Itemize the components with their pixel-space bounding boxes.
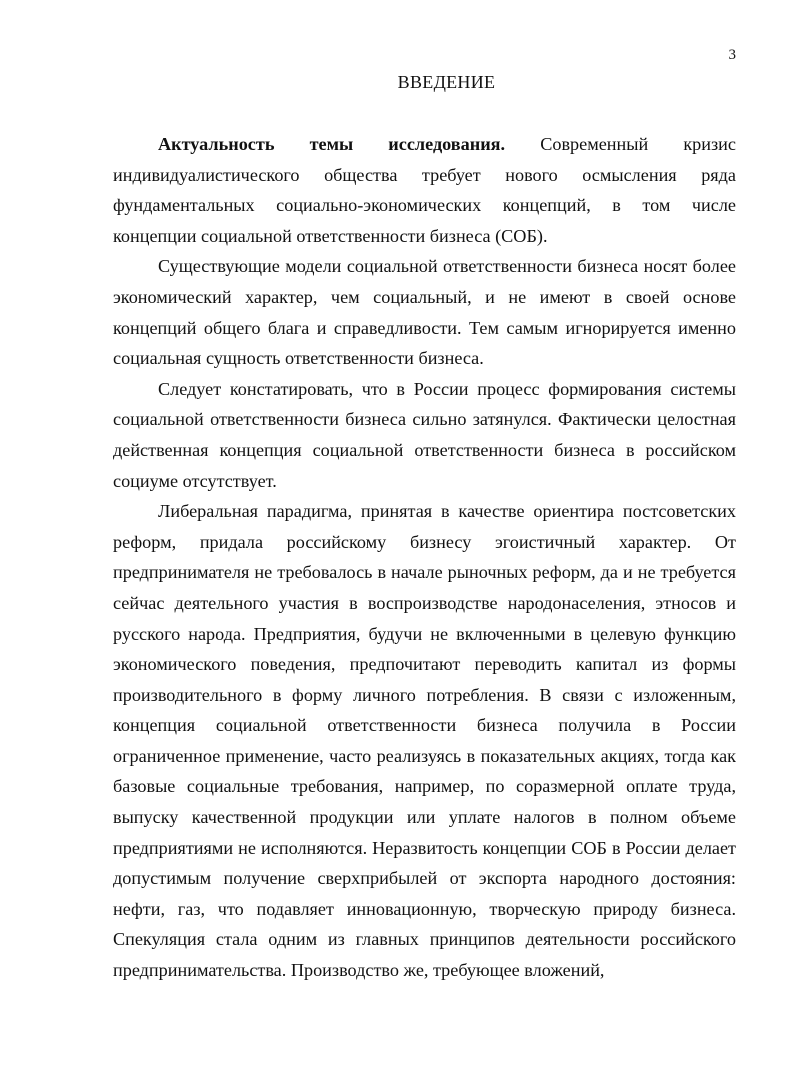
paragraph-russia-process: Следует констатировать, что в России процесс формирования системы социальной ответственности бизнеса сильно затянулся. Фактически целостная действенная концепция социальной ответственности бизнеса в российском социуме отсутствует. [113,378,736,491]
document-body [113,129,736,986]
page-number: 3 [728,47,736,63]
paragraph-existing-models: Существующие модели социальной ответственности бизнеса носят более экономический характер, чем социальный, и не имеют в своей основе концепций общего блага и справедливости. Тем самым игнорируется именно социальная сущность ответственности бизнеса. [113,256,736,369]
page-title: ВВЕДЕНИЕ [397,72,496,92]
paragraph-lead-heading: Актуальность темы исследования. [158,134,506,154]
paragraph-liberal-paradigm: Либеральная парадигма, принятая в качестве ориентира постсоветских реформ, придала российскому бизнесу эгоистичный характер. От предпринимателя не требовалось в начале рыночных реформ, да и не требуется сейчас деятельного участия в воспроизводстве народонаселения, этносов и русского народа. Предприятия, будучи не включенными в целевую функцию экономического поведения, предпочитают переводить капитал из формы производительного в форму личного потребления. В связи с изложенным, концепция социальной ответственности бизнеса получила в России ограниченное применение, часто реализуясь в показательных акциях, тогда как базовые социальные требования, например, по соразмерной оплате труда, выпуску качественной продукции или уплате налогов в полном объеме предприятиями не исполняются. Неразвитость концепции СОБ в России делает допустимым получение сверхприбылей от экспорта народного достояния: нефти, газ, что подавляет инновационную, творческую природу бизнеса. Спекуляция стала одним из главных принципов деятельности российского предпринимательства. Производство же, требующее вложений, [113,501,736,981]
paragraph-relevance [113,129,736,251]
paragraph-text: Современный кризис индивидуалистического общества требует нового осмысления ряда фундаментальных социально-экономических концепций, в том числе концепции социальной ответственности бизнеса (СОБ). [113,134,736,246]
